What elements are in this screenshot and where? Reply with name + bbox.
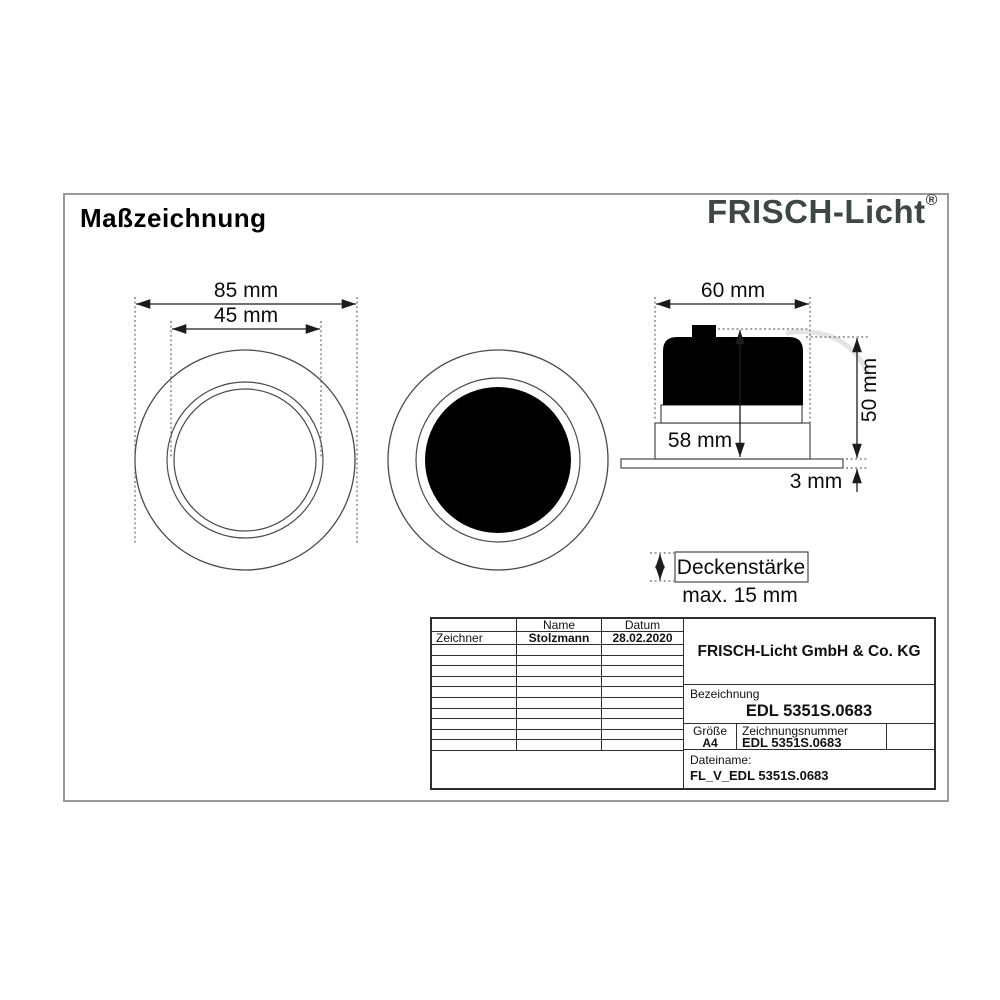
bezeichnung-box (684, 685, 934, 724)
ceiling-label: Deckenstärke (676, 556, 806, 579)
header-name: Name (517, 619, 602, 631)
registered-trademark-icon: ® (925, 192, 938, 209)
dim-3mm-label: 3 mm (789, 470, 843, 493)
bezeichnung-value: EDL 5351S.0683 (745, 702, 873, 720)
zeichner-datum: 28.02.2020 (612, 632, 673, 644)
side-terminal-tab (692, 325, 716, 338)
dim-85mm-label: 85 mm (213, 279, 279, 302)
dimension-3mm (790, 468, 869, 493)
front-view-off (135, 350, 355, 570)
empty-row (432, 740, 683, 751)
side-flange (621, 459, 843, 468)
title-block-info (684, 619, 934, 788)
dateiname-label: Dateiname: (690, 753, 752, 767)
front2-lens (425, 387, 571, 533)
empty-row (432, 709, 683, 720)
side-step-narrow (661, 405, 802, 423)
groesse-label: Größe (692, 724, 727, 738)
dimension-50mm (806, 337, 881, 459)
empty-row (432, 698, 683, 709)
table-header-row (432, 619, 683, 632)
groesse-cell (684, 724, 737, 749)
front-view-on (388, 350, 608, 570)
logo-text: FRISCH-Licht (707, 193, 926, 230)
empty-row (432, 666, 683, 677)
zeichnungsnummer-label: Zeichnungsnummer (742, 724, 849, 738)
side-view (621, 325, 871, 468)
zeichner-label: Zeichner (432, 632, 517, 644)
empty-row (432, 645, 683, 656)
spare-cell (887, 724, 934, 749)
dateiname-value: FL_V_EDL 5351S.0683 (690, 768, 829, 783)
empty-row (432, 730, 683, 741)
empty-row (432, 677, 683, 688)
empty-row (432, 687, 683, 698)
title-block-revision-table (432, 619, 684, 788)
ceiling-thickness-note (650, 552, 808, 607)
zeichner-name: Stolzmann (517, 632, 602, 644)
page-title: Maßzeichnung (80, 203, 267, 233)
dateiname-box (684, 750, 934, 788)
dim-60mm-label: 60 mm (700, 279, 766, 302)
header-datum: Datum (624, 619, 661, 631)
zeichner-row (432, 632, 683, 645)
side-housing (663, 337, 803, 405)
dim-58mm-label: 58 mm (667, 429, 733, 452)
zeichnungsnummer-value: EDL 5351S.0683 (742, 735, 842, 750)
zeichnungsnummer-cell (737, 724, 887, 749)
size-row (684, 724, 934, 750)
ceiling-max-value: max. 15 mm (682, 584, 798, 607)
empty-row (432, 656, 683, 667)
groesse-value: A4 (702, 736, 718, 750)
company-name: FRISCH-Licht GmbH & Co. KG (684, 619, 934, 685)
notes-area (432, 751, 683, 788)
front-inner-ring-inner (174, 389, 316, 531)
dim-45mm-label: 45 mm (213, 304, 279, 327)
empty-row (432, 719, 683, 730)
dim-50mm-label: 50 mm (858, 357, 881, 423)
title-block (430, 617, 936, 790)
bezeichnung-label: Bezeichnung (690, 687, 760, 701)
